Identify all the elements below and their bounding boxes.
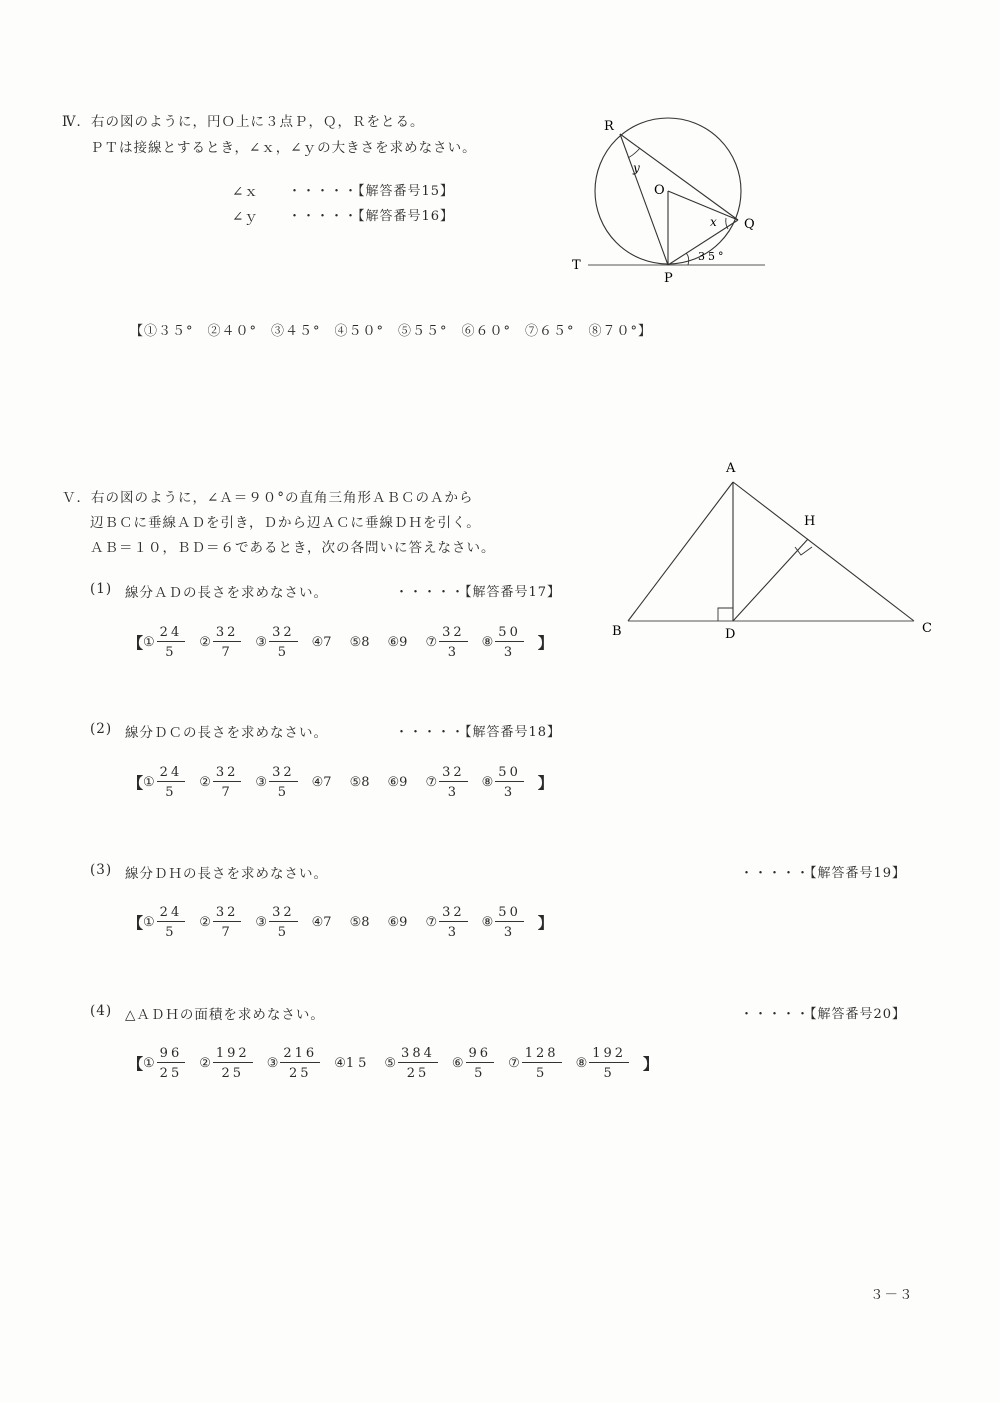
fraction-denominator: 3 — [447, 785, 459, 800]
choice-fraction — [269, 626, 298, 659]
fraction-denominator: 5 — [474, 1066, 486, 1081]
right-angle-h — [795, 547, 812, 555]
choice-value: 8 — [361, 915, 374, 930]
choice-mark: ⑤ — [349, 775, 362, 790]
q4-line2: ＰＴは接線とするとき，∠ｘ，∠ｙの大きさを求めなさい。 — [90, 140, 477, 156]
fraction-denominator: 5 — [165, 925, 177, 940]
label-angle-35: 35° — [698, 250, 727, 263]
fraction-numerator: 32 — [269, 766, 298, 782]
fraction-numerator: 32 — [269, 626, 298, 642]
choice-value: 8 — [361, 775, 374, 790]
part4-text: △ＡＤＨの面積を求めなさい。 — [125, 1007, 325, 1023]
choice-option — [143, 906, 185, 939]
q4-choices: 【①３５° ②４０° ③４５° ④５０° ⑤５５° ⑥６０° ⑦６５° ⑧７０°】 — [130, 324, 653, 339]
fraction-denominator: 25 — [406, 1066, 430, 1081]
q4-x-answer: ・・・・・【解答番号15】 — [288, 184, 455, 199]
choice-fraction — [589, 1047, 629, 1080]
choice-mark: ④ — [334, 1056, 346, 1071]
part1-answer: ・・・・・【解答番号17】 — [395, 585, 562, 600]
fraction-denominator: 3 — [503, 925, 516, 940]
label-angle-x: x — [710, 215, 717, 229]
choice-fraction — [522, 1047, 562, 1080]
choice-value: 8 — [361, 635, 374, 650]
fraction-numerator: 50 — [495, 626, 524, 642]
fraction-numerator: 192 — [589, 1047, 629, 1063]
angle-y-arc — [628, 148, 640, 158]
q4-y-label: ∠ｙ — [232, 209, 259, 225]
fraction-denominator: 3 — [447, 645, 459, 660]
label-r: R — [604, 119, 614, 134]
choice-mark: ⑦ — [425, 775, 438, 790]
choice-option — [199, 766, 241, 799]
circle-figure — [560, 110, 800, 290]
right-angle-d — [718, 608, 733, 621]
fraction-denominator: 7 — [221, 925, 233, 940]
choice-option — [350, 915, 374, 930]
choice-mark: ② — [199, 635, 211, 650]
part1-text: 線分ＡＤの長さを求めなさい。 — [125, 585, 328, 601]
fraction-numerator: 32 — [439, 906, 468, 922]
choice-option — [384, 1047, 437, 1080]
choice-mark: ⑤ — [349, 915, 362, 930]
choice-value: 9 — [399, 915, 412, 930]
segment-rp — [620, 134, 668, 265]
choice-value: 7 — [323, 635, 336, 650]
choice-option — [312, 915, 336, 930]
q5-line3: ＡＢ＝１０，ＢＤ＝６であるとき，次の各問いに答えなさい。 — [90, 540, 496, 556]
fraction-numerator: 32 — [269, 906, 298, 922]
segment-dh — [733, 539, 808, 621]
choice-mark: ③ — [266, 1056, 279, 1071]
choice-value: 9 — [399, 635, 412, 650]
part3-number: (3) — [90, 862, 113, 878]
choice-option — [312, 635, 336, 650]
choice-mark: ② — [199, 915, 211, 930]
choice-mark: ④ — [311, 635, 324, 650]
part2-text: 線分ＤＣの長さを求めなさい。 — [125, 725, 328, 741]
part3-text: 線分ＤＨの長さを求めなさい。 — [125, 866, 328, 882]
part4-number: (4) — [90, 1003, 113, 1019]
part3-choices — [128, 906, 553, 939]
choice-fraction — [213, 626, 242, 659]
choice-fraction — [439, 766, 468, 799]
choice-fraction — [213, 766, 242, 799]
fraction-denominator: 5 — [277, 925, 289, 940]
choice-value: 7 — [323, 915, 336, 930]
fraction-denominator: 7 — [221, 645, 233, 660]
fraction-denominator: 5 — [536, 1066, 548, 1081]
fraction-numerator: 24 — [157, 766, 186, 782]
part2-answer: ・・・・・【解答番号18】 — [395, 725, 562, 740]
choice-value: 9 — [399, 775, 412, 790]
label-c: C — [922, 621, 932, 636]
q4-y-answer: ・・・・・【解答番号16】 — [288, 209, 455, 224]
choice-option — [199, 626, 241, 659]
choice-mark: ④ — [311, 915, 324, 930]
fraction-numerator: 384 — [398, 1047, 438, 1063]
choice-fraction — [269, 766, 298, 799]
choice-option — [576, 1047, 629, 1080]
fraction-denominator: 25 — [289, 1066, 312, 1081]
choice-value: 7 — [323, 775, 336, 790]
choice-option — [388, 635, 412, 650]
fraction-numerator: 32 — [213, 906, 242, 922]
part4-choices — [128, 1047, 658, 1080]
choice-mark: ⑧ — [575, 1056, 588, 1071]
bracket-open: 【 — [128, 634, 144, 652]
choice-mark: ⑤ — [384, 1056, 397, 1071]
fraction-numerator: 50 — [495, 766, 524, 782]
label-q: Q — [744, 217, 755, 232]
choice-fraction — [398, 1047, 438, 1080]
choice-option — [199, 906, 241, 939]
bracket-open: 【 — [128, 1055, 144, 1073]
choice-option — [425, 766, 467, 799]
choice-mark: ⑥ — [451, 1056, 464, 1071]
page-number: ３－３ — [870, 1287, 914, 1303]
choice-option — [482, 906, 524, 939]
fraction-numerator: 32 — [439, 766, 468, 782]
choice-mark: ⑦ — [508, 1056, 520, 1071]
fraction-denominator: 7 — [221, 785, 233, 800]
choice-mark: ① — [143, 775, 155, 790]
choice-option — [143, 626, 185, 659]
choice-fraction — [157, 766, 186, 799]
bracket-open: 【 — [128, 774, 144, 792]
q4-line1: Ⅳ．右の図のように，円Ｏ上に３点Ｐ，Ｑ，Ｒをとる。 — [62, 114, 425, 130]
fraction-denominator: 25 — [159, 1066, 183, 1081]
segment-oq — [668, 191, 738, 220]
choice-mark: ③ — [255, 775, 268, 790]
segment-ab — [628, 482, 733, 621]
fraction-denominator: 5 — [277, 785, 289, 800]
choice-mark: ③ — [255, 635, 268, 650]
choice-fraction — [213, 906, 242, 939]
choice-mark: ⑦ — [425, 915, 438, 930]
segment-rq — [620, 134, 738, 220]
part1-number: (1) — [90, 581, 113, 597]
fraction-numerator: 24 — [157, 626, 186, 642]
choice-fraction — [495, 906, 524, 939]
choice-mark: ③ — [255, 915, 268, 930]
choice-option — [143, 1047, 185, 1080]
choice-option — [388, 915, 412, 930]
fraction-denominator: 3 — [503, 645, 516, 660]
fraction-numerator: 128 — [522, 1047, 562, 1063]
fraction-numerator: 24 — [157, 906, 186, 922]
choice-fraction — [157, 626, 186, 659]
angle-35-arc — [686, 253, 689, 265]
choice-mark: ⑤ — [349, 635, 362, 650]
choice-mark: ② — [199, 1056, 211, 1071]
fraction-denominator: 5 — [165, 645, 177, 660]
choice-fraction — [269, 906, 298, 939]
choice-option — [350, 635, 374, 650]
choice-option — [452, 1047, 494, 1080]
label-p: P — [664, 271, 673, 286]
bracket-close: 】 — [537, 774, 553, 792]
fraction-denominator: 25 — [221, 1066, 245, 1081]
choice-fraction — [213, 1047, 253, 1080]
choice-mark: ⑧ — [481, 915, 494, 930]
choice-option — [508, 1047, 561, 1080]
choice-option — [350, 775, 374, 790]
choice-mark: ① — [143, 635, 155, 650]
choice-option — [482, 766, 524, 799]
fraction-numerator: 96 — [157, 1047, 186, 1063]
fraction-denominator: 5 — [277, 645, 289, 660]
segment-ac — [733, 482, 914, 621]
choice-option — [334, 1056, 370, 1071]
fraction-denominator: 3 — [503, 785, 516, 800]
bracket-close: 】 — [537, 914, 553, 932]
choice-option — [425, 906, 467, 939]
fraction-numerator: 96 — [466, 1047, 495, 1063]
choice-mark: ⑥ — [387, 915, 400, 930]
choice-mark: ⑧ — [481, 635, 494, 650]
choice-mark: ① — [143, 915, 155, 930]
choice-fraction — [280, 1047, 320, 1080]
choice-fraction — [466, 1047, 495, 1080]
label-d: D — [725, 627, 736, 642]
choice-fraction — [439, 906, 468, 939]
fraction-numerator: 216 — [280, 1047, 320, 1063]
choice-mark: ⑥ — [387, 635, 400, 650]
triangle-figure — [600, 455, 945, 650]
choice-fraction — [439, 626, 468, 659]
fraction-numerator: 50 — [495, 906, 524, 922]
label-t: T — [572, 258, 581, 273]
fraction-numerator: 192 — [213, 1047, 253, 1063]
choice-option — [255, 766, 297, 799]
q4-x-label: ∠ｘ — [232, 184, 259, 200]
choice-fraction — [495, 626, 524, 659]
bracket-close: 】 — [537, 634, 553, 652]
part3-answer: ・・・・・【解答番号19】 — [740, 866, 907, 881]
label-b: B — [612, 624, 622, 639]
choice-mark: ⑧ — [481, 775, 494, 790]
part1-choices — [128, 626, 553, 659]
q5-line2: 辺ＢＣに垂線ＡＤを引き，Ｄから辺ＡＣに垂線ＤＨを引く。 — [90, 515, 481, 531]
label-a: A — [726, 461, 736, 476]
choice-option — [312, 775, 336, 790]
choice-option — [425, 626, 467, 659]
choice-option — [267, 1047, 320, 1080]
choice-option — [199, 1047, 252, 1080]
choice-option — [255, 626, 297, 659]
fraction-numerator: 32 — [213, 766, 242, 782]
choice-fraction — [157, 906, 186, 939]
bracket-open: 【 — [128, 914, 144, 932]
q5-line1: Ｖ．右の図のように，∠Ａ＝９０°の直角三角形ＡＢＣのＡから — [62, 490, 474, 506]
choice-mark: ④ — [311, 775, 324, 790]
choice-mark: ⑥ — [387, 775, 400, 790]
choice-mark: ⑦ — [425, 635, 438, 650]
choice-value: 15 — [345, 1056, 371, 1071]
label-h: H — [804, 514, 816, 529]
choice-option — [388, 775, 412, 790]
choice-mark: ② — [199, 775, 211, 790]
bracket-close: 】 — [643, 1055, 659, 1073]
part4-answer: ・・・・・【解答番号20】 — [740, 1007, 907, 1022]
part2-number: (2) — [90, 721, 113, 737]
choice-fraction — [495, 766, 524, 799]
choice-option — [482, 626, 524, 659]
fraction-denominator: 5 — [165, 785, 177, 800]
choice-fraction — [157, 1047, 186, 1080]
choice-mark: ① — [143, 1056, 155, 1071]
fraction-numerator: 32 — [213, 626, 242, 642]
fraction-denominator: 3 — [447, 925, 459, 940]
part2-choices — [128, 766, 553, 799]
fraction-numerator: 32 — [439, 626, 468, 642]
choice-option — [255, 906, 297, 939]
fraction-denominator: 5 — [603, 1066, 615, 1081]
choice-option — [143, 766, 185, 799]
label-angle-y: y — [633, 161, 640, 175]
label-o: O — [654, 183, 665, 198]
